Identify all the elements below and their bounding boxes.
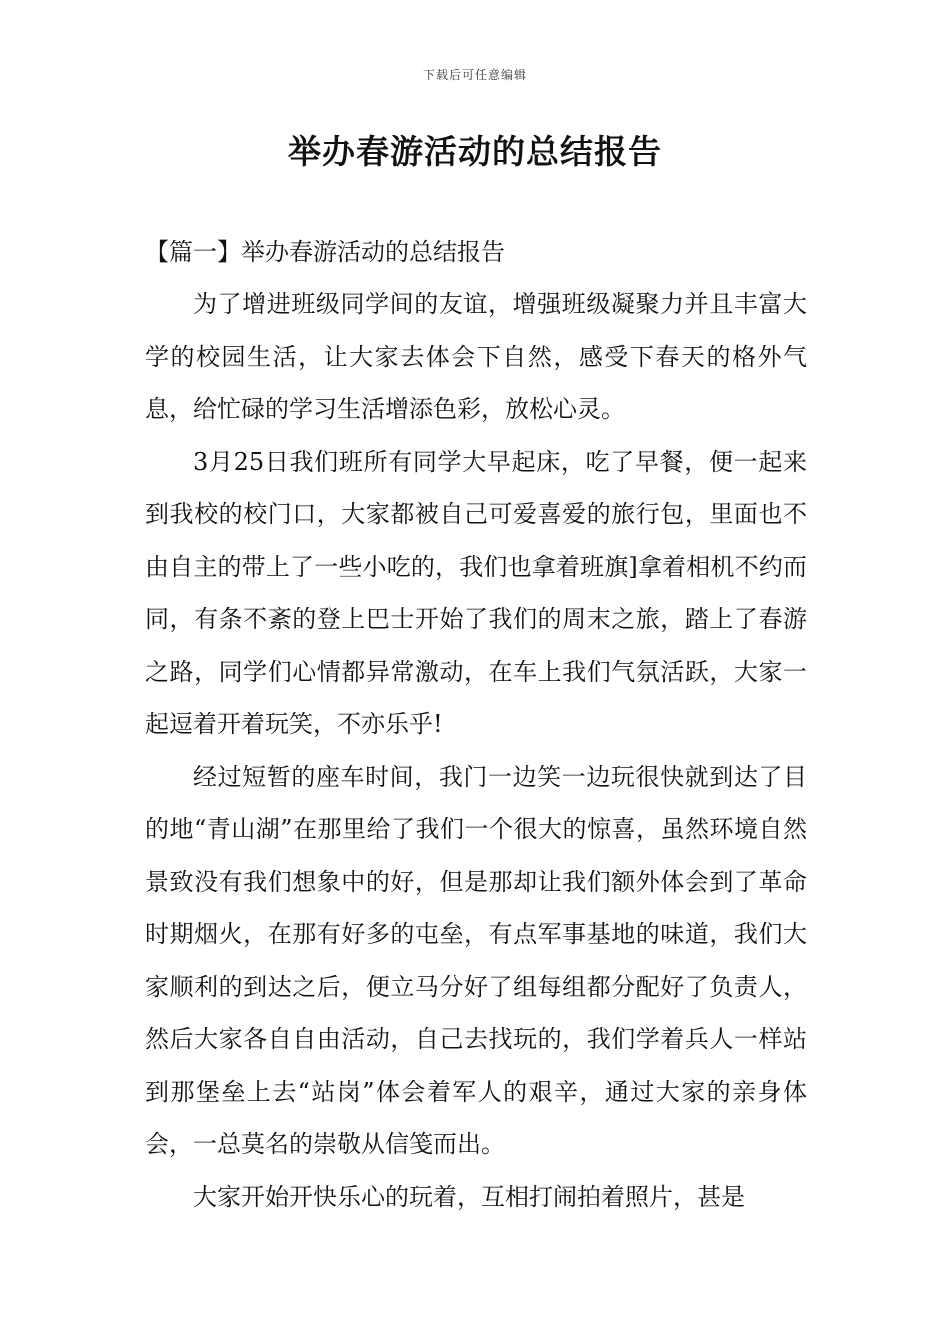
document-title: 举办春游活动的总结报告 xyxy=(288,132,662,171)
paragraph: 为了增进班级同学间的友谊，增强班级凝聚力并且丰富大学的校园生活，让大家去体会下自然，感受下春天的格外气息，给忙碌的学习生活增添色彩，放松心灵。 xyxy=(145,290,807,423)
paragraph: 大家开始开快乐心的玩着，互相打闹拍着照片，甚是 xyxy=(193,1182,745,1211)
header-note: 下载后可任意编辑 xyxy=(422,68,527,82)
section-heading: 【篇一】举办春游活动的总结报告 xyxy=(145,238,505,266)
paragraph: 经过短暂的座车时间，我门一边笑一边玩很快就到达了目的地“青山湖”在那里给了我们一个很大的惊喜，虽然环境自然景致没有我们想象中的好，但是那却让我们额外体会到了革命时期烟火，在那有好多的屯垒，有点军事基地的味道，我们大家顺利的到达之后，便立马分好了组每组都分配好了负责人，然后大家各自自由活动，自己去找玩的，我们学着兵人一样站到那堡垒上去“站岗”体会着军人的艰辛，通过大家的亲身体会，一总莫名的崇敬从信笺而出。 xyxy=(145,762,807,1158)
paragraph: 3月25日我们班所有同学大早起床，吃了早餐，便一起来到我校的校门口，大家都被自己可爱喜爱的旅行包，里面也不由自主的带上了一些小吃的，我们也拿着班旗]拿着相机不约而同，有条不紊的登上巴士开始了我们的周末之旅，踏上了春游之路，同学们心情都异常激动，在车上我们气氛活跃，大家一起逗着开着玩笑，不亦乐乎! xyxy=(145,447,807,738)
document-body xyxy=(145,226,807,1223)
